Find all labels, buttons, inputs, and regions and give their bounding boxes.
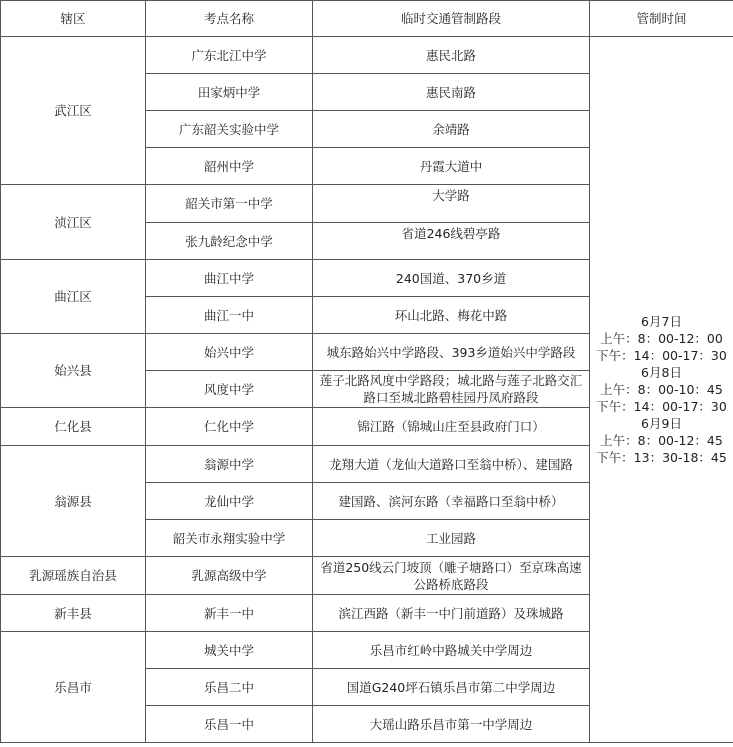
school-cell: 龙仙中学 [146,483,313,520]
school-cell: 城关中学 [146,632,313,669]
road-cell: 省道246线碧亭路 [313,223,590,260]
time-line: 下午：14：00-17：30 [596,399,727,414]
district-cell: 仁化县 [1,408,146,446]
road-cell: 省道250线云门坡顶（雕子塘路口）至京珠高速公路桥底路段 [313,557,590,595]
time-line: 上午：8：00-12：45 [600,433,723,448]
school-cell: 乐昌一中 [146,706,313,743]
school-cell: 始兴中学 [146,334,313,371]
time-line: 上午：8：00-12：00 [600,331,723,346]
district-cell: 始兴县 [1,334,146,408]
road-cell: 龙翔大道（龙仙大道路口至翁中桥）、建国路 [313,446,590,483]
school-cell: 田家炳中学 [146,74,313,111]
school-cell: 新丰一中 [146,595,313,632]
district-cell: 乳源瑶族自治县 [1,557,146,595]
header-time: 管制时间 [590,1,733,37]
school-cell: 广东韶关实验中学 [146,111,313,148]
district-cell: 新丰县 [1,595,146,632]
school-cell: 韶关市第一中学 [146,185,313,223]
road-cell: 环山北路、梅花中路 [313,297,590,334]
district-cell: 乐昌市 [1,632,146,743]
district-cell: 翁源县 [1,446,146,557]
district-cell: 武江区 [1,37,146,185]
header-district: 辖区 [1,1,146,37]
district-cell: 浈江区 [1,185,146,260]
road-cell: 滨江西路（新丰一中门前道路）及珠城路 [313,595,590,632]
road-cell: 城东路始兴中学路段、393乡道始兴中学路段 [313,334,590,371]
road-cell: 丹霞大道中 [313,148,590,185]
road-cell: 工业园路 [313,520,590,557]
time-line: 上午：8：00-10：45 [600,382,723,397]
time-line: 下午：14：00-17：30 [596,348,727,363]
road-cell: 建国路、滨河东路（幸福路口至翁中桥） [313,483,590,520]
road-cell: 锦江路（锦城山庄至县政府门口） [313,408,590,446]
table-row [1,37,733,74]
road-cell: 大学路 [313,185,590,223]
road-cell: 惠民北路 [313,37,590,74]
time-line: 6月7日 [641,314,682,329]
control-time-cell [590,37,733,743]
road-cell: 惠民南路 [313,74,590,111]
school-cell: 韶州中学 [146,148,313,185]
school-cell: 风度中学 [146,371,313,408]
school-cell: 曲江一中 [146,297,313,334]
road-cell: 国道G240坪石镇乐昌市第二中学周边 [313,669,590,706]
road-cell: 大瑶山路乐昌市第一中学周边 [313,706,590,743]
header-road: 临时交通管制路段 [313,1,590,37]
school-cell: 仁化中学 [146,408,313,446]
road-cell: 240国道、370乡道 [313,260,590,297]
header-row [1,1,733,37]
school-cell: 张九龄纪念中学 [146,223,313,260]
road-cell: 余靖路 [313,111,590,148]
district-cell: 曲江区 [1,260,146,334]
time-line: 下午：13：30-18：45 [596,450,727,465]
time-line: 6月9日 [641,416,682,431]
school-cell: 乐昌二中 [146,669,313,706]
school-cell: 翁源中学 [146,446,313,483]
school-cell: 广东北江中学 [146,37,313,74]
road-cell: 乐昌市红岭中路城关中学周边 [313,632,590,669]
school-cell: 曲江中学 [146,260,313,297]
school-cell: 乳源高级中学 [146,557,313,595]
header-school: 考点名称 [146,1,313,37]
time-line: 6月8日 [641,365,682,380]
road-cell: 莲子北路风度中学路段；城北路与莲子北路交汇路口至城北路碧桂园丹凤府路段 [313,371,590,408]
school-cell: 韶关市永翔实验中学 [146,520,313,557]
